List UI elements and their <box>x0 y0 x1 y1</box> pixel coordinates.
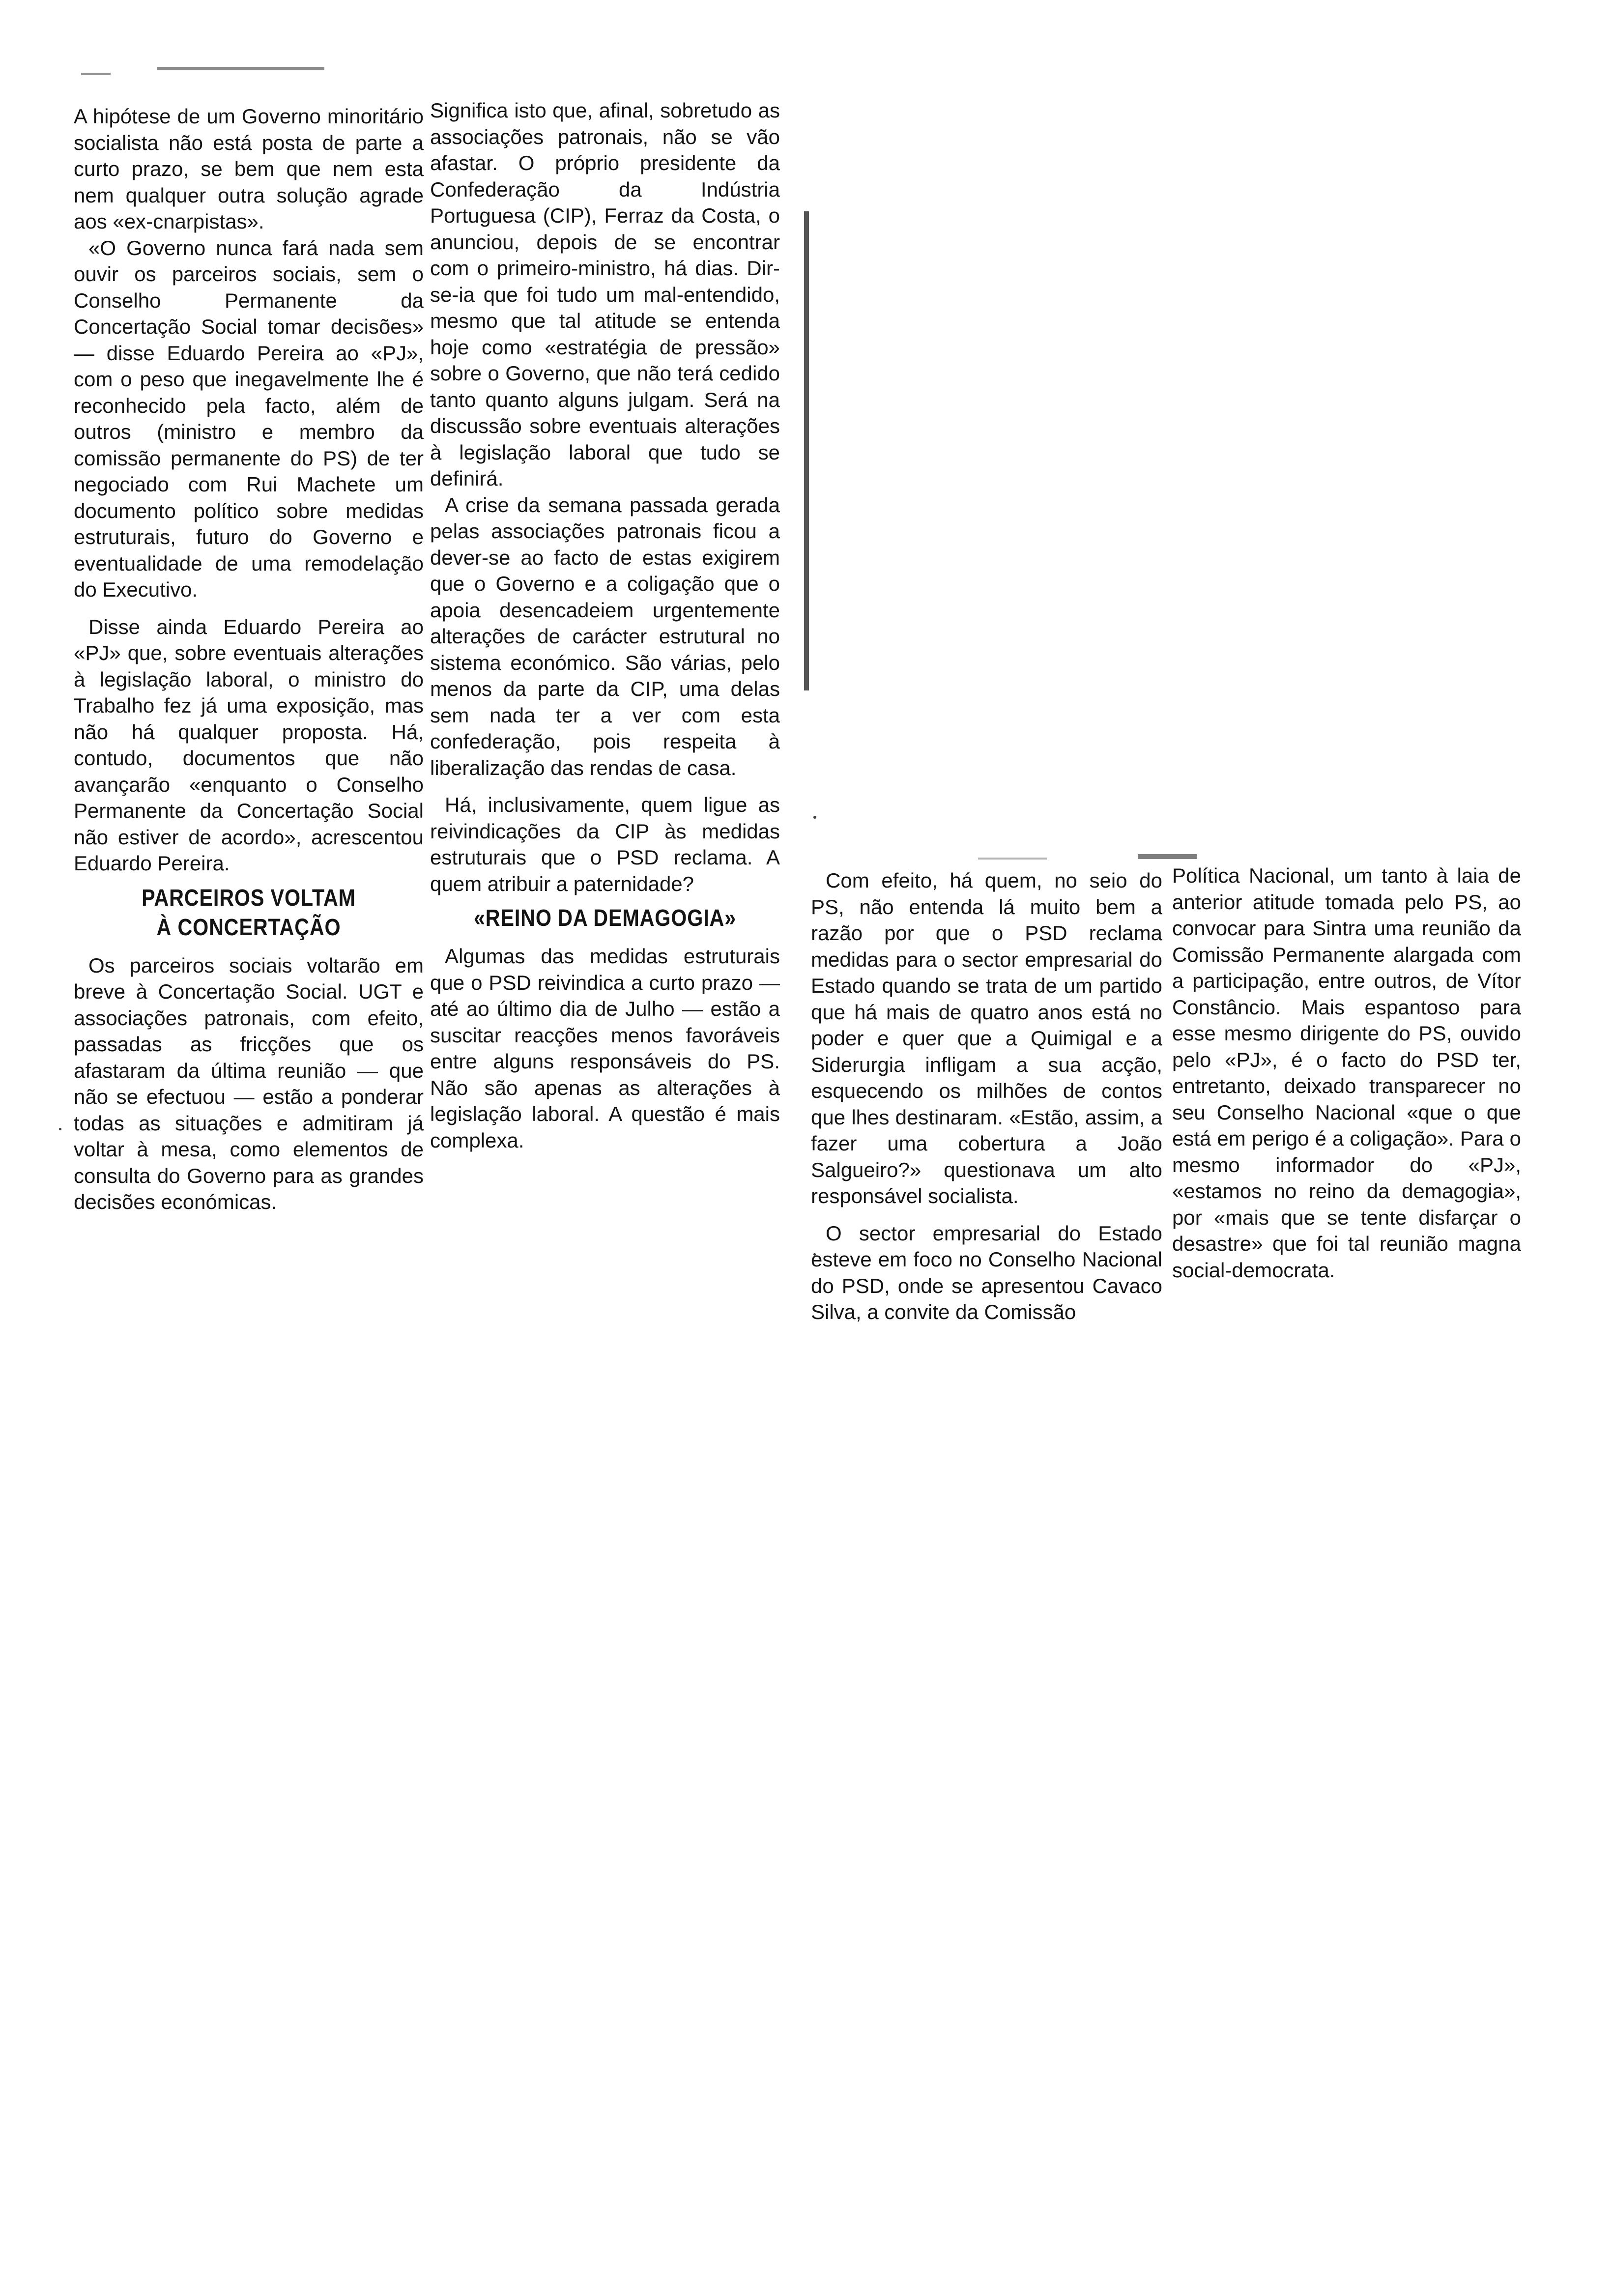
paragraph: Os parceiros sociais voltarão em breve à Concertação Social. UGT e associações patronais, com efeito, passadas as fricções que os afastaram da última reunião — que não se efectuou — estão a ponderar todas as situações e admitiram já voltar à mesa, como elementos de consulta do Governo para as grandes decisões económicas. <box>74 953 424 1213</box>
paragraph: O sector empresarial do Estado esteve em foco no Conselho Nacional do PSD, onde se apresentou Cavaco Silva, a convite da Comissão <box>811 1221 1162 1323</box>
scan-smudge-top-left <box>81 73 111 75</box>
section-heading <box>98 884 399 943</box>
section-heading: «REINO DA DEMAGOGIA» <box>473 905 737 931</box>
article-column-4 <box>1172 862 1521 1283</box>
paragraph: Disse ainda Eduardo Pereira ao «PJ» que, sobre eventuais alterações à legislação laboral, o ministro do Trabalho fez já uma exposição, mas não há qualquer proposta. Há, contudo, documentos que não avançarão «enquanto o Conselho Permanente da Concertação Social não estiver de acordo», acrescentou Eduardo Pereira. <box>74 615 424 875</box>
paragraph: A hipótese de um Governo minoritário socialista não está posta de parte a curto prazo, se bem que nem esta nem qualquer outra solução agrade aos «ex-cnarpistas». <box>74 105 424 233</box>
scan-speck <box>813 816 816 819</box>
section-heading-line: À CONCERTAÇÃO <box>156 914 341 941</box>
paragraph: «O Governo nunca fará nada sem ouvir os parceiros sociais, sem o Conselho Permanente da Concertação Social tomar decisões» — disse Eduardo Pereira ao «PJ», com o peso que inegavelmente lhe é reconhecido pela facto, além de outros (ministro e membro da comissão permanente do PS) de ter negociado com Rui Machete um documento político sobre medidas estruturais, futuro do Governo e eventualidade de uma remodelação do Executivo. <box>74 236 424 601</box>
article-column-3 <box>811 867 1162 1325</box>
scan-margin-bar <box>804 211 809 690</box>
paragraph: Há, inclusivamente, quem ligue as reivindicações da CIP às medidas estruturais que o PSD reclama. A quem atribuir a paternidade? <box>430 793 780 895</box>
paragraph: Política Nacional, um tanto à laia de anterior atitude tomada pelo PS, ao convocar para Sintra uma reunião da Comissão Permanente alargada com a participação, entre outros, de Vítor Constâncio. Mais espantoso para esse mesmo dirigente do PS, ouvido pelo «PJ», é o facto do PSD ter, entretanto, deixado transparecer no seu Conselho Nacional «que o que está em perigo é a coligação». Para o mesmo informador do «PJ», «estamos no reino da demagogia», por «mais que se tente disfarçar o desastre» que foi tal reunião magna social-democrata. <box>1172 864 1521 1282</box>
paragraph: A crise da semana passada gerada pelas associações patronais ficou a dever-se ao facto de estas exigirem que o Governo e a coligação que o apoia desencadeiem urgentemente alterações de carácter estrutural no sistema económico. São várias, pelo menos da parte da CIP, uma delas sem nada ter a ver com esta confederação, pois respeita à liberalização das rendas de casa. <box>430 493 780 779</box>
article-column-2 <box>430 97 780 1153</box>
scan-smudge-col4-top <box>1138 854 1197 859</box>
scan-smudge-top <box>157 67 324 70</box>
scan-smudge-col3-top <box>978 858 1047 860</box>
paragraph: Significa isto que, afinal, sobretudo as associações patronais, não se vão afastar. O próprio presidente da Confederação da Indústria Portuguesa (CIP), Ferraz da Costa, o anunciou, depois de se encontrar com o primeiro-ministro, há dias. Dir-se-ia que foi tudo um mal-entendido, mesmo que tal atitude se entenda hoje como «estratégia de pressão» sobre o Governo, que não terá cedido tanto quanto alguns julgam. Será na discussão sobre eventuais alterações à legislação laboral que tudo se definirá. <box>430 99 780 490</box>
section-heading-line: PARCEIROS VOLTAM <box>142 885 356 911</box>
paragraph: Com efeito, há quem, no seio do PS, não entenda lá muito bem a razão por que o PSD reclama medidas para o sector empresarial do Estado quando se trata de um partido que há mais de quatro anos está no poder e quer que a Quimigal e a Siderurgia infligam a sua acção, esquecendo os milhões de contos que lhes destinaram. «Estão, assim, a fazer uma cobertura a João Salgueiro?» questionava um alto responsável socialista. <box>811 869 1162 1207</box>
paragraph: Algumas das medidas estruturais que o PSD reivindica a curto prazo — até ao último dia de Julho — estão a suscitar reacções menos favoráveis entre alguns responsáveis do PS. Não são apenas as alterações à legislação laboral. A questão é mais complexa. <box>430 945 780 1152</box>
article-column-1 <box>74 103 424 1215</box>
scan-speck <box>59 1128 61 1130</box>
